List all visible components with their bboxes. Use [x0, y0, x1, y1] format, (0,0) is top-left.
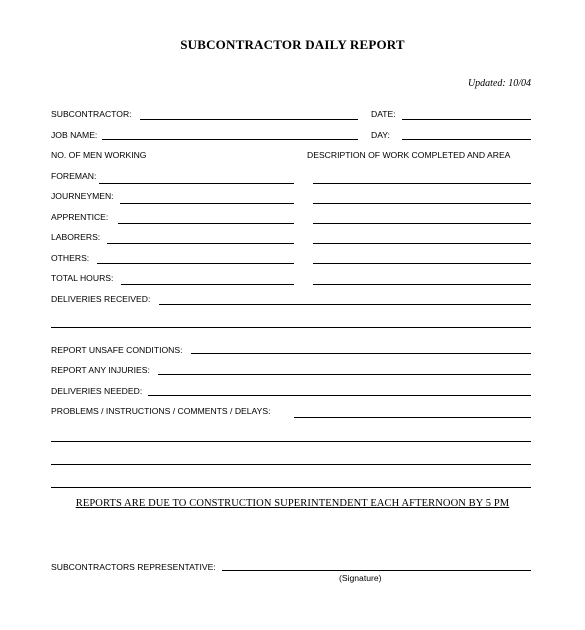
- description-line[interactable]: [313, 203, 531, 204]
- injuries-field[interactable]: [158, 374, 531, 375]
- description-line[interactable]: [313, 284, 531, 285]
- deliveries-needed-field[interactable]: [148, 395, 531, 396]
- apprentice-label: APPRENTICE:: [51, 212, 109, 222]
- total-hours-label: TOTAL HOURS:: [51, 273, 114, 283]
- description-heading: DESCRIPTION OF WORK COMPLETED AND AREA: [307, 150, 511, 160]
- injuries-label: REPORT ANY INJURIES:: [51, 365, 150, 375]
- unsafe-conditions-field[interactable]: [191, 353, 531, 354]
- journeymen-field[interactable]: [120, 203, 294, 204]
- representative-signature-field[interactable]: [222, 570, 531, 571]
- others-field[interactable]: [97, 263, 294, 264]
- subcontractor-label: SUBCONTRACTOR:: [51, 109, 132, 119]
- problems-extra-line[interactable]: [51, 487, 531, 488]
- subcontractor-field[interactable]: [140, 119, 358, 120]
- deliveries-received-extra-line[interactable]: [51, 327, 531, 328]
- representative-label: SUBCONTRACTORS REPRESENTATIVE:: [51, 562, 216, 572]
- description-line[interactable]: [313, 263, 531, 264]
- due-notice-text: REPORTS ARE DUE TO CONSTRUCTION SUPERINTENDENT EACH AFTERNOON BY 5 PM: [75, 498, 510, 509]
- job-name-label: JOB NAME:: [51, 130, 98, 140]
- unsafe-conditions-label: REPORT UNSAFE CONDITIONS:: [51, 345, 183, 355]
- description-line[interactable]: [313, 243, 531, 244]
- foreman-field[interactable]: [99, 183, 294, 184]
- day-label: DAY:: [371, 130, 390, 140]
- problems-label: PROBLEMS / INSTRUCTIONS / COMMENTS / DELAYS:: [51, 406, 271, 416]
- problems-field[interactable]: [294, 417, 531, 418]
- total-hours-field[interactable]: [121, 284, 294, 285]
- date-field[interactable]: [402, 119, 531, 120]
- form-title: SUBCONTRACTOR DAILY REPORT: [180, 37, 405, 52]
- problems-extra-line[interactable]: [51, 464, 531, 465]
- deliveries-needed-label: DELIVERIES NEEDED:: [51, 386, 143, 396]
- others-label: OTHERS:: [51, 253, 90, 263]
- updated-date: Updated: 10/04: [467, 78, 531, 89]
- description-line[interactable]: [313, 223, 531, 224]
- men-working-heading: NO. OF MEN WORKING: [51, 150, 147, 160]
- date-label: DATE:: [371, 109, 396, 119]
- job-name-field[interactable]: [102, 139, 358, 140]
- deliveries-received-label: DELIVERIES RECEIVED:: [51, 294, 151, 304]
- signature-caption: (Signature): [339, 573, 382, 583]
- journeymen-label: JOURNEYMEN:: [51, 191, 114, 201]
- laborers-label: LABORERS:: [51, 232, 101, 242]
- day-field[interactable]: [402, 139, 531, 140]
- foreman-label: FOREMAN:: [51, 171, 97, 181]
- description-line[interactable]: [313, 183, 531, 184]
- apprentice-field[interactable]: [118, 223, 294, 224]
- laborers-field[interactable]: [107, 243, 294, 244]
- problems-extra-line[interactable]: [51, 441, 531, 442]
- due-notice: [0, 498, 585, 509]
- deliveries-received-field[interactable]: [159, 304, 531, 305]
